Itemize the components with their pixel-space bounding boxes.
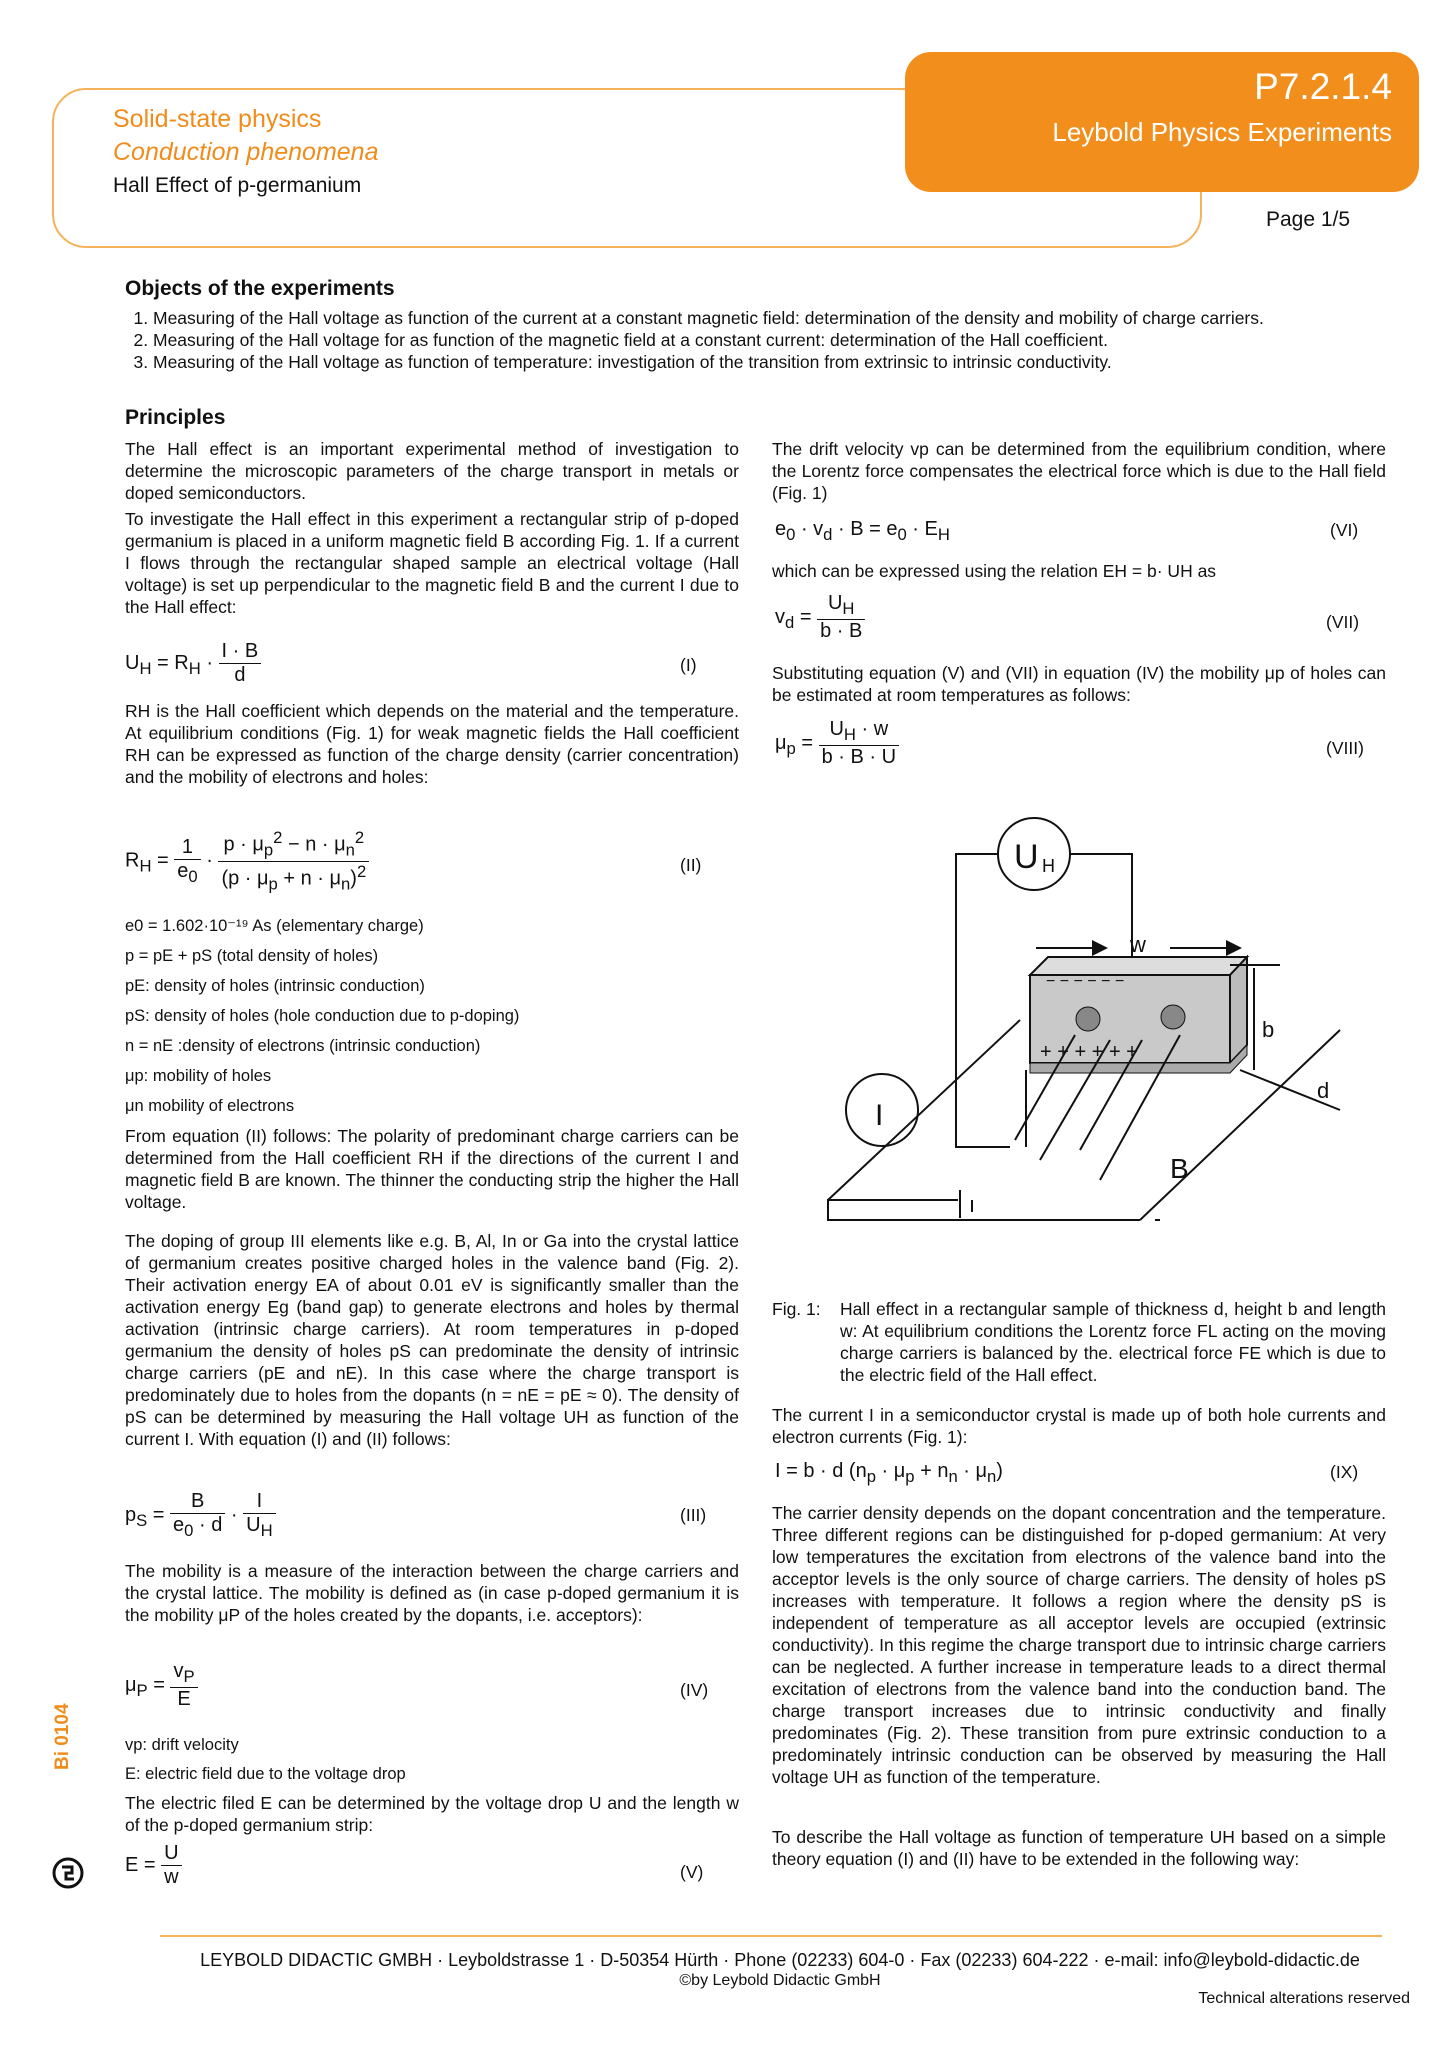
paragraph: which can be expressed using the relation EH = b· UH as — [772, 561, 1217, 581]
current-label: I — [875, 1099, 884, 1132]
equation-number: (V) — [680, 1862, 704, 1882]
height-label: b — [1262, 1017, 1275, 1042]
definition: pS: density of holes (hole conduction due to p-doping) — [125, 1007, 520, 1025]
hall-effect-figure — [800, 800, 1360, 1280]
definition: n = nE :density of electrons (intrinsic conduction) — [125, 1037, 481, 1055]
equation-IX: I = b · d $(n_p \cdot \mu_p + n_n \cdot \mu_n)$ — [775, 1460, 1003, 1486]
thickness-label: d — [1317, 1078, 1330, 1103]
paragraph: The electric filed E can be determined by the voltage drop U and the length w of the p-doped germanium strip: — [125, 1793, 739, 1835]
footer-note: Technical alterations reserved — [1198, 1990, 1410, 2007]
header-experiment: Hall Effect of p-germanium — [113, 174, 362, 197]
figure-caption-label: Fig. 1: — [772, 1299, 821, 1319]
header-topic: Conduction phenomena — [113, 138, 379, 166]
equation-number: (VII) — [1326, 612, 1360, 632]
document-code: Bi 0104 — [52, 1703, 73, 1770]
paragraph: Substituting equation (V) and (VII) in equation (IV) the mobility μp of holes can be estimated at room temperatures as follows: — [772, 663, 1386, 705]
equation-VII: $v_d$ = $\frac{U_H}{b \cdot B}$ — [775, 592, 865, 643]
paragraph: The drift velocity vp can be determined from the equilibrium condition, where the Lorentz force compensates the electrical force which is due to the Hall field (Fig. 1) — [772, 439, 1386, 503]
uh-label: U — [1014, 838, 1039, 876]
definition-list — [125, 915, 739, 1117]
equation-number: (IX) — [1330, 1462, 1359, 1482]
equation-number: (VI) — [1330, 520, 1359, 540]
definition: pE: density of holes (intrinsic conduction) — [125, 977, 425, 995]
paragraph: The mobility is a measure of the interaction between the charge carriers and the crystal lattice. The mobility is defined as (in case p-doped germanium it is the mobility μP of the holes created by the dopants, i.e. acceptors): — [125, 1561, 739, 1625]
equation-IV: $\mu_P$ = $\frac{v_P}{E}$ — [125, 1660, 198, 1711]
figure-caption: Hall effect in a rectangular sample of thickness d, height b and length w: At equilibrium conditions the Lorentz force FL acting on the moving charge carriers is balanced by the. electrical force FE which is due to the electric field of the Hall effect. — [840, 1299, 1386, 1385]
width-label: w — [1130, 932, 1146, 957]
definition: e0 = 1.602·10⁻¹⁹ As (elementary charge) — [125, 917, 424, 935]
equation-number: (III) — [680, 1505, 707, 1525]
svg-text:H: H — [1042, 856, 1055, 876]
paragraph: The doping of group III elements like e.g. B, Al, In or Ga into the crystal lattice of germanium creates positive charged holes in the valence band (Fig. 2). Their activation energy EA of about 0.01 eV is significantly smaller than the activation energy Eg (band gap) to generate electrons and holes by thermal activation (intrinsic charge carriers). At room temperatures in p-doped germanium the density of holes pS can predominate the density of intrinsic charge carriers (pE and nE). In this case where the charge transport is predominately due to holes from the dopants (n = nE = pE ≈ 0). The density of pS can be determined by measuring the Hall voltage UH as function of the current I. With equation (I) and (II) follows: — [125, 1231, 739, 1449]
paragraph: To describe the Hall voltage as function of temperature UH based on a simple theory equation (I) and (II) have to be extended in the following way: — [772, 1827, 1386, 1869]
equation-number: (II) — [680, 855, 702, 875]
equation-V: E = $\frac{U}{w}$ — [125, 1842, 182, 1889]
paragraph: From equation (II) follows: The polarity of predominant charge carriers can be determined from the Hall coefficient RH if the directions of the current I and magnetic field B are known. The thinner the conducting strip the higher the Hall voltage. — [125, 1126, 739, 1212]
definition: μn mobility of electrons — [125, 1097, 295, 1115]
brand-name: Leybold Physics Experiments — [1052, 117, 1392, 147]
equation-number: (VIII) — [1326, 738, 1364, 758]
experiment-code: P7.2.1.4 — [1254, 66, 1392, 107]
page-number: Page 1/5 — [1266, 208, 1351, 231]
field-label: B — [1170, 1153, 1189, 1184]
header-subject: Solid-state physics — [113, 105, 322, 133]
equation-III: $p_S$ = $\frac{B}{e_0 \cdot d}$ · $\frac{I}{U_H}$ — [125, 1490, 276, 1541]
paragraph: To investigate the Hall effect in this experiment a rectangular strip of p-doped germanium is placed in a uniform magnetic field B according Fig. 1. If a current I flows through the rectangular shaped sample an electrical voltage (Hall voltage) is set up perpendicular to the magnetic field B and the current I due to the Hall effect: — [125, 509, 739, 617]
equation-VIII: $\mu_p$ = $\frac{U_H \cdot w}{b \cdot B \cdot U}$ — [775, 718, 899, 769]
definition: vp: drift velocity — [125, 1736, 239, 1754]
objects-item: 1. Measuring of the Hall voltage as function of the current at a constant magnetic field: determination of the density and mobility of charge carriers. — [153, 307, 1443, 329]
paragraph: The current I in a semiconductor crystal is made up of both hole currents and electron currents (Fig. 1): — [772, 1405, 1386, 1447]
principles-title: Principles — [125, 406, 226, 429]
footer-rule — [160, 1935, 1382, 1937]
paragraph: The Hall effect is an important experimental method of investigation to determine the microscopic parameters of the charge transport in metals or doped semiconductors. — [125, 439, 739, 503]
equation-I: $U_H = R_H$ · $\frac{I \cdot B}{d}$ — [125, 640, 261, 687]
equation-VI: $e_0 \cdot v_d \cdot B = e_0 \cdot E_H$ — [775, 518, 950, 544]
definition: μp: mobility of holes — [125, 1067, 272, 1085]
paragraph: The carrier density depends on the dopant concentration and the temperature. Three different regions can be distinguished for p-doped germanium: At very low temperatures the excitation from electrons of the valence band into the acceptor levels is the only source of charge carriers. The density of holes pS increases with temperature. It follows a region where the density pS is independent of temperature as all acceptor levels are occupied (extrinsic conductivity). In this regime the charge transport due to intrinsic charge carriers can be neglected. A further increase in temperature leads to a direct thermal excitation of electrons from the valence band into the conduction band. The charge transport increases due to intrinsic conductivity and finally predominates (Fig. 2). These transition from pure extrinsic conduction to a predominately intrinsic conduction can be observed by measuring the Hall voltage UH as function of the temperature. — [772, 1503, 1386, 1787]
objects-item: 3. Measuring of the Hall voltage as function of temperature: investigation of the transition from extrinsic to intrinsic conductivity. — [153, 351, 1443, 373]
definition: E: electric field due to the voltage drop — [125, 1765, 406, 1783]
paragraph: RH is the Hall coefficient which depends on the material and the temperature. At equilibrium conditions (Fig. 1) for weak magnetic fields the Hall coefficient RH can be expressed as function of the charge density (carrier concentration) and the mobility of electrons and holes: — [125, 701, 739, 787]
equation-II: $R_H$ = $\frac{1}{e_0}$ · $\frac{p \cdot \mu_p^2 - n \cdot \mu_n^2}{(p \cdot \mu_p + n \cdot \mu_n)^2}$ — [125, 828, 369, 894]
objects-list — [125, 307, 1443, 373]
definition: p = pE + pS (total density of holes) — [125, 947, 379, 965]
equation-number: (I) — [680, 655, 697, 675]
objects-item: 2. Measuring of the Hall voltage for as function of the magnetic field at a constant current: determination of the Hall coefficient. — [153, 329, 1443, 351]
footer-copyright: ©by Leybold Didactic GmbH — [679, 1972, 881, 1989]
svg-text:− − − − − −: − − − − − − — [1046, 973, 1125, 990]
footer-address: LEYBOLD DIDACTIC GMBH · Leyboldstrasse 1 · D-50354 Hürth · Phone (02233) 604-0 · Fax (02233) 604-222 · e-mail: info@leybold-didactic.de — [200, 1950, 1360, 1970]
leybold-logo-icon — [50, 1855, 86, 1891]
objects-title: Objects of the experiments — [125, 277, 395, 300]
svg-text:+ + + + + +: + + + + + + — [1040, 1041, 1138, 1063]
equation-number: (IV) — [680, 1680, 709, 1700]
